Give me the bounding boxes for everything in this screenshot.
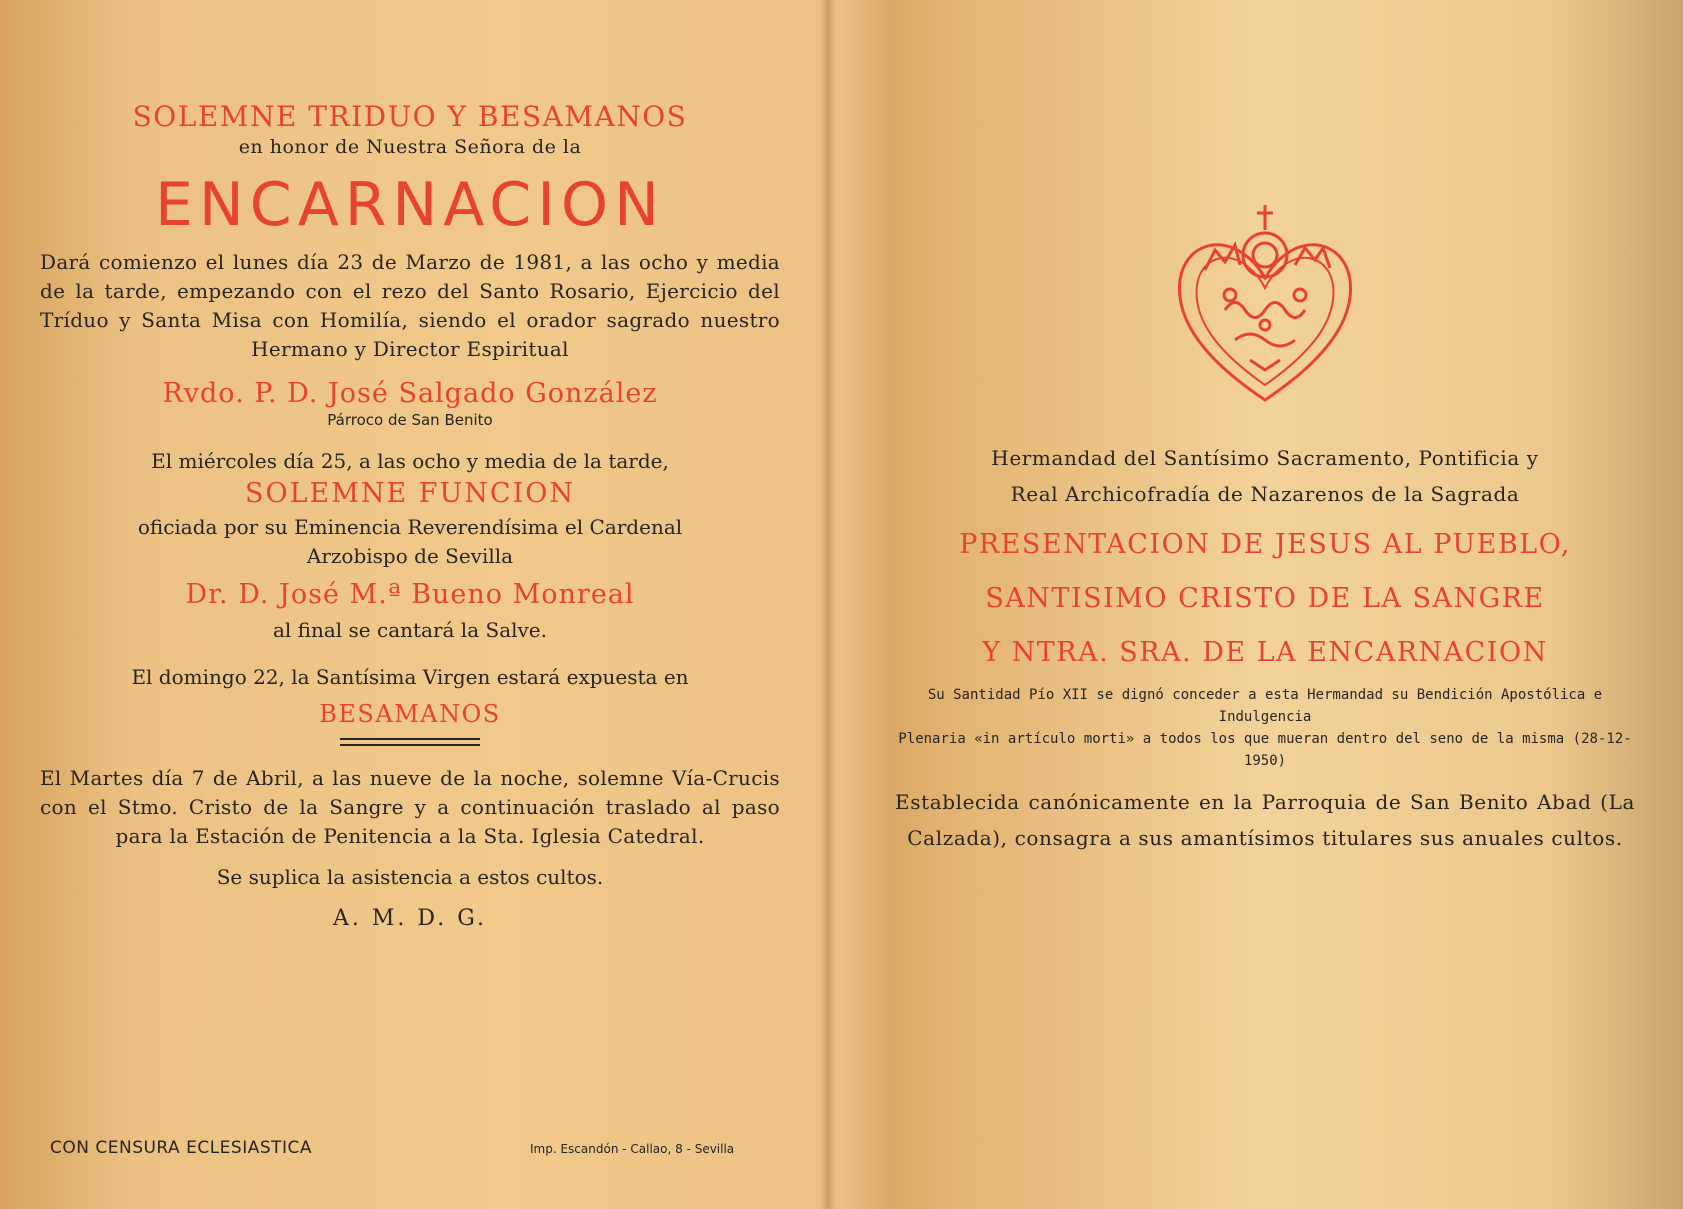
brotherhood-title-line-2: SANTISIMO CRISTO DE LA SANGRE [985, 583, 1545, 614]
right-page [895, 200, 1635, 856]
spacer [40, 429, 780, 447]
function-title: SOLEMNE FUNCION [244, 477, 576, 509]
intro-line-2: Real Archicofradía de Nazarenos de la Sagrada [1010, 482, 1520, 506]
plea-line: Se suplica la asistencia a estos cultos. [216, 865, 604, 890]
page-fold [820, 0, 836, 1209]
salve-line: al final se cantará la Salve. [272, 617, 548, 642]
printer-note: Imp. Escandón - Callao, 8 - Sevilla [530, 1142, 735, 1156]
intro-line-1: Hermandad del Santísimo Sacramento, Pontificia y [991, 446, 1539, 470]
orator-name: Rvdo. P. D. José Salgado González [162, 377, 658, 409]
indulgence-note [895, 684, 1635, 772]
brotherhood-title-line-3: Y NTRA. SRA. DE LA ENCARNACION [982, 637, 1548, 668]
officiated-line-1: oficiada por su Eminencia Reverendísima el Cardenal [137, 514, 683, 539]
besamanos-title: BESAMANOS [319, 699, 501, 728]
indulgence-line-1: Su Santidad Pío XII se dignó conceder a esta Hermandad su Bendición Apostólica e Indulgencia [927, 687, 1603, 725]
cardinal-name: Dr. D. José M.ª Bueno Monreal [185, 578, 635, 610]
encarnacion-title: ENCARNACION [155, 169, 665, 240]
censorship-note: CON CENSURA ECLESIASTICA [50, 1138, 313, 1158]
spacer [40, 645, 780, 663]
closing-paragraph: Establecida canónicamente en la Parroquia de San Benito Abad (La Calzada), consagra a sus amantísimos titulares sus anuales cultos. [895, 790, 1635, 850]
wednesday-line: El miércoles día 25, a las ocho y media de la tarde, [151, 448, 669, 473]
triduo-subtitle: en honor de Nuestra Señora de la [238, 135, 582, 158]
indulgence-line-2: Plenaria «in artículo morti» a todos los que mueran dentro del seno de la misma (28-12-1950) [898, 731, 1632, 769]
brotherhood-title-line-1: PRESENTACION DE JESUS AL PUEBLO, [959, 529, 1571, 560]
spacer [40, 746, 780, 764]
amdg-motto: A. M. D. G. [332, 906, 487, 932]
orator-role: Párroco de San Benito [327, 410, 493, 429]
triduo-paragraph: Dará comienzo el lunes día 23 de Marzo de 1981, a las ocho y media de la tarde, empezando con el rezo del Santo Rosario, Ejercicio del Tríduo y Santa Misa con Homilía, siendo el orador sagrado nuestro Hermano y Director Espiritual [40, 249, 780, 361]
double-rule-divider [340, 738, 480, 746]
triduo-title: SOLEMNE TRIDUO Y BESAMANOS [132, 100, 688, 133]
brotherhood-heart-emblem-icon [1165, 200, 1365, 410]
via-crucis-paragraph: El Martes día 7 de Abril, a las nueve de la noche, solemne Vía-Crucis con el Stmo. Cristo de la Sangre y a continuación traslado al paso para la Estación de Penitencia a la Sta. Iglesia Catedral. [40, 766, 780, 849]
officiated-line-2: Arzobispo de Sevilla [306, 543, 514, 568]
left-page [40, 100, 780, 931]
sunday-line: El domingo 22, la Santísima Virgen estará expuesta en [131, 664, 689, 689]
